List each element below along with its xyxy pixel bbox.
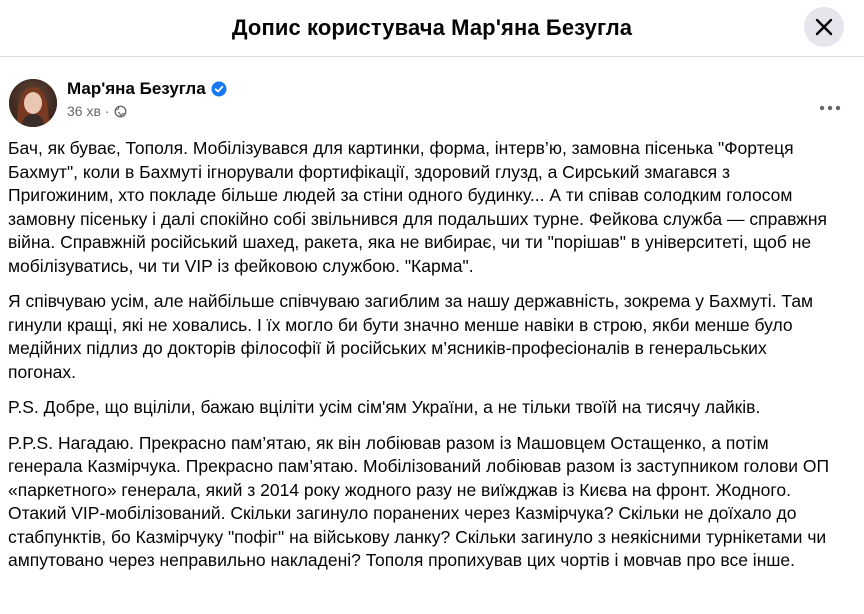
close-button[interactable]	[804, 7, 844, 47]
author-row	[67, 79, 227, 99]
post-paragraph-4: P.P.S. Нагадаю. Прекрасно пам’ятаю, як він лобіював разом із Машовцем Остащенко, а потім генерала Казмірчука. Прекрасно пам’ятаю. Мобілізований лобіював разом із заступником голови ОП «паркетного» генерала, який з 2014 року жодного разу не виїжджав із Києва на фронт. Жодного. Отакий VIP-мобілізований. Скільки загинуло поранених через Казмірчука? Скільки не доїхало до стабпунктів, бо Казмірчуку "пофіг" на військову ланку? Скільки загинуло з неякісними турнікетами чи ампутовано через неправильно накладені? Тополя пропихував цих чортів і мовчав про все інше.	[8, 432, 830, 570]
close-icon	[814, 17, 834, 37]
author-name[interactable]: Мар'яна Безугла	[67, 79, 206, 98]
post-paragraph-2: Я співчуваю усім, але найбільше співчуваю загиблим за нашу державність, зокрема у Бахмуті. Там гинули кращі, які не ховались. І їх могло би бути значно менше навіки в строю, якби менше було медійних підлиз до докторів філософії й російських м’ясників-професіоналів в генеральських погонах.	[8, 291, 814, 382]
post-paragraph-1: Бач, як буває, Тополя. Мобілізувався для картинки, форма, інтерв’ю, замовна пісенька "Фортеця Бахмут", коли в Бахмуті ігнорували фортифікації, здоровий глузд, а Сирський змагався з Пригожиним, хто покладе більше людей за стіни одного будинку... А ти співав солодким голосом замовну пісеньку і далі спокійно собі звільнився для подальших турне. Фейкова служба — справжня війна. Справжній російський шахед, ракета, яка не вибирає, чи ти "порішав" в університеті, щоб не мобілізуватись, чи ти VIP із фейковою службою. "Карма".	[8, 138, 828, 276]
author-block	[67, 79, 227, 119]
post-body	[8, 137, 838, 585]
meta-separator: ·	[104, 103, 110, 119]
post-time[interactable]: 36 хв	[67, 103, 101, 119]
dialog-title: Допис користувача Мар'яна Безугла	[231, 15, 633, 40]
verified-badge-icon	[211, 81, 227, 97]
globe-icon[interactable]	[114, 105, 127, 118]
post-paragraph-3: P.S. Добре, що вціліли, бажаю вціліти усім сім'ям України, а не тільки твоїй на тисячу лайків.	[8, 397, 761, 417]
dialog-header	[0, 0, 864, 57]
more-options-button[interactable]	[812, 90, 848, 126]
post-meta	[67, 103, 227, 119]
avatar[interactable]	[9, 79, 57, 127]
post-header	[0, 57, 864, 129]
more-options-icon	[819, 105, 841, 111]
